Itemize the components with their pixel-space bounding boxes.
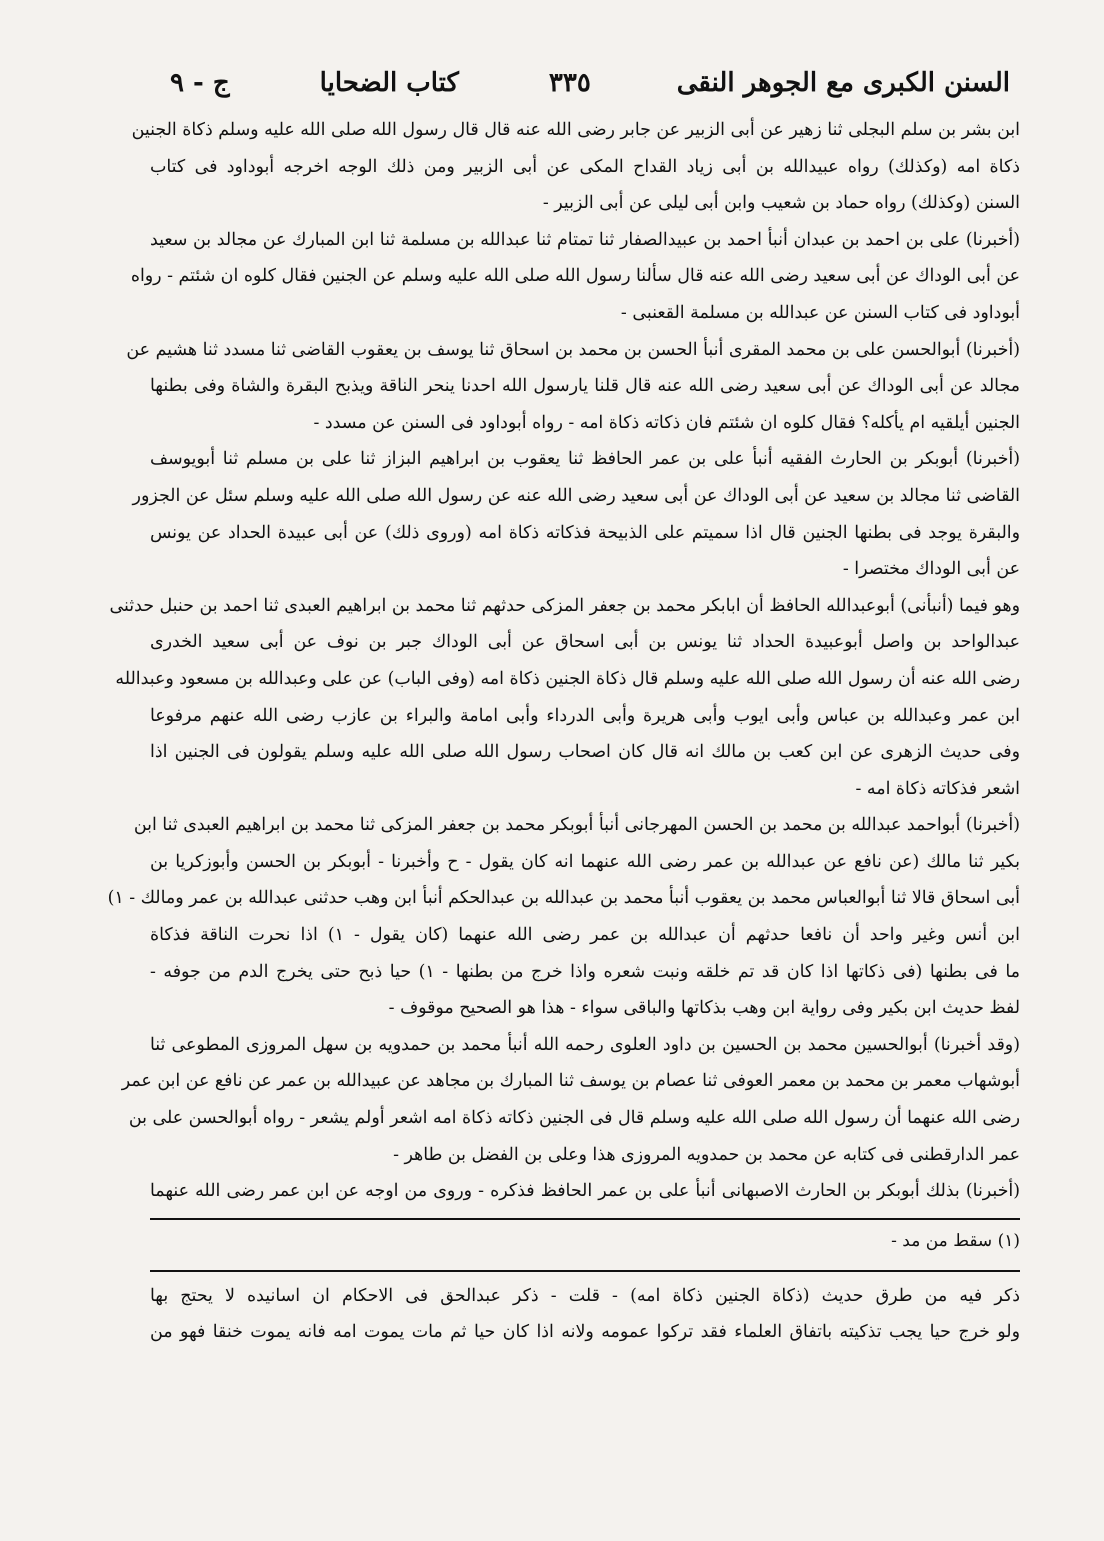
volume-label: ج - ٩ xyxy=(170,68,230,98)
text-line: بكير ثنا مالك (عن نافع عن عبدالله بن عمر رضى الله عنهما انه كان يقول - ح وأخبرنا - أبوبكر بن الحسن وأبوزكريا بن xyxy=(150,851,1020,872)
text-line: رضى الله عنه أن رسول الله صلى الله عليه وسلم قال ذكاة الجنين ذكاة امه (وفى الباب) عن على وعبدالله بن مسعود وعبدالله xyxy=(115,668,1020,689)
commentary-line: ولو خرج حيا يجب تذكيته باتفاق العلماء فقد تركوا عمومه ولانه اذا كان حيا ثم مات يموت امه فانه يموت خنقا فهو من xyxy=(150,1322,1020,1343)
text-line: أبى اسحاق قالا ثنا أبوالعباس محمد بن يعقوب أنبأ محمد بن عبدالله بن عبدالحكم أنبأ ابن وهب حدثنى عبدالله بن عمر ومالك - ١) xyxy=(107,888,1020,909)
text-line: مجالد عن أبى الوداك عن أبى سعيد رضى الله عنه قال قلنا يارسول الله احدنا ينحر الناقة ويذبح البقرة والشاة وفى بطنها xyxy=(150,376,1020,397)
text-line: ابن عمر وعبدالله بن عباس وأبى ايوب وأبى هريرة وأبى الدرداء وأبى امامة والبراء بن عازب رضى الله عنهم مرفوعا xyxy=(150,705,1020,726)
main-text xyxy=(107,112,1020,1210)
text-line: السنن (وكذلك) رواه حماد بن شعيب وابن أبى ليلى عن أبى الزبير - xyxy=(542,193,1020,214)
text-line: عمر الدارقطنى فى كتابه عن محمد بن حمدويه المروزى هذا وعلى بن الفضل بن طاهر - xyxy=(393,1144,1020,1165)
text-line: أبوداود فى كتاب السنن عن عبدالله بن مسلمة القعنبى - xyxy=(620,302,1020,323)
book-title: السنن الكبرى مع الجوهر النقى xyxy=(676,68,1010,98)
text-line: ابن أنس وغير واحد أن نافعا حدثهم أن عبدالله بن عمر رضى الله عنهما (كان يقول - ١) اذا نحرت الناقة فذكاة xyxy=(150,925,1020,946)
text-line: عن أبى الوداك مختصرا - xyxy=(842,559,1020,580)
text-line: ابن بشر بن سلم البجلى ثنا زهير عن أبى الزبير عن جابر رضى الله عنه قال قال رسول الله صلى الله عليه وسلم ذكاة الجنين xyxy=(131,120,1020,140)
text-line: ذكاة امه (وكذلك) رواه عبيدالله بن أبى زياد القداح المكى عن أبى الزبير ومن ذلك الوجه اخرجه أبوداود فى كتاب xyxy=(150,156,1020,177)
text-line: عن أبى الوداك عن أبى سعيد رضى الله عنه قال سألنا رسول الله صلى الله عليه وسلم عن الجنين فقال كلوه ان شئتم - رواه xyxy=(130,266,1020,287)
text-line: رضى الله عنهما أن رسول الله صلى الله عليه وسلم قال فى الجنين ذكاته ذكاة امه اشعر أولم يشعر - رواه أبوالحسن على بن xyxy=(128,1108,1020,1129)
commentary-divider xyxy=(150,1270,1020,1272)
footnote: (١) سقط من مد - xyxy=(891,1230,1020,1251)
text-line: (أخبرنا) أبواحمد عبدالله بن محمد بن الحسن المهرجانى أنبأ أبوبكر محمد بن جعفر المزكى ثنا محمد بن ابراهيم العبدى ثنا ابن xyxy=(133,815,1020,836)
text-line: ما فى بطنها (فى ذكاتها اذا كان قد تم خلقه ونبت شعره واذا خرج من بطنها - ١) حيا ذبح حتى يخرج الدم من جوفه - xyxy=(150,961,1020,982)
header-left-group xyxy=(170,68,591,98)
text-line: اشعر فذكاته ذكاة امه - xyxy=(855,778,1020,799)
footnote-divider xyxy=(150,1218,1020,1220)
text-line: عبدالواحد بن واصل أبوعبيدة الحداد ثنا يونس بن أبى اسحاق عن أبى الوداك جبر بن نوف عن أبى سعيد الخدرى xyxy=(150,632,1020,653)
page-number: ٣٣٥ xyxy=(548,68,591,98)
text-line: (وقد أخبرنا) أبوالحسين محمد بن الحسين بن داود العلوى رحمه الله أنبأ محمد بن حمدويه بن سهل المروزى المطوعى ثنا xyxy=(150,1034,1020,1055)
text-line: (أخبرنا) على بن احمد بن عبدان أنبأ احمد بن عبيدالصفار ثنا تمتام ثنا عبدالله بن مسلمة ثنا ابن المبارك عن مجالد بن سعيد xyxy=(150,229,1020,250)
text-line: (أخبرنا) بذلك أبوبكر بن الحارث الاصبهانى أنبأ على بن عمر الحافظ فذكره - وروى من اوجه عن ابن عمر رضى الله عنهما xyxy=(150,1181,1020,1202)
text-line: القاضى ثنا مجالد بن سعيد عن أبى الوداك عن أبى سعيد رضى الله عنه عن رسول الله صلى الله عليه وسلم سئل عن الجزور xyxy=(132,485,1020,506)
text-line: الجنين أيلقيه ام يأكله؟ فقال كلوه ان شئتم فان ذكاته ذكاة امه - رواه أبوداود فى السنن عن مسدد - xyxy=(313,412,1020,433)
text-line: أبوشهاب معمر بن محمد بن معمر العوفى ثنا عصام بن يوسف ثنا المبارك بن مجاهد عن عبيدالله بن عمر عن نافع عن ابن عمر xyxy=(121,1071,1020,1092)
document-page xyxy=(107,68,1020,1351)
page-header xyxy=(150,68,1020,112)
commentary-line: ذكر فيه من طرق حديث (ذكاة الجنين ذكاة امه) - قلت - ذكر عبدالحق فى الاحكام ان اسانيده لا يحتج بها xyxy=(150,1285,1020,1306)
text-line: لفظ حديث ابن بكير وفى رواية ابن وهب بذكاتها والباقى سواء - هذا هو الصحيح موقوف - xyxy=(388,998,1020,1019)
text-line: وهو فيما (أنبأنى) أبوعبدالله الحافظ أن ابابكر محمد بن جعفر المزكى حدثهم ثنا محمد بن ابراهيم العبدى ثنا احمد بن حنبل حدثنى xyxy=(109,595,1020,616)
text-line: (أخبرنا) أبوبكر بن الحارث الفقيه أنبأ على بن عمر الحافظ ثنا يعقوب بن ابراهيم البزاز ثنا على بن مسلم ثنا أبويوسف xyxy=(150,449,1020,470)
text-line: وفى حديث الزهرى عن ابن كعب بن مالك انه قال كان اصحاب رسول الله صلى الله عليه وسلم يقولون فى الجنين اذا xyxy=(150,742,1020,763)
section-title: كتاب الضحايا xyxy=(319,68,459,98)
text-line: والبقرة يوجد فى بطنها الجنين قال اذا سميتم على الذبيحة فذكاته ذكاة امه (وروى ذلك) عن أبى عبيدة الحداد عن يونس xyxy=(150,522,1020,543)
commentary-text xyxy=(150,1278,1020,1351)
text-line: (أخبرنا) أبوالحسن على بن محمد المقرى أنبأ الحسن بن محمد بن اسحاق ثنا يوسف بن يعقوب القاضى ثنا مسدد ثنا هشيم عن xyxy=(126,339,1020,360)
